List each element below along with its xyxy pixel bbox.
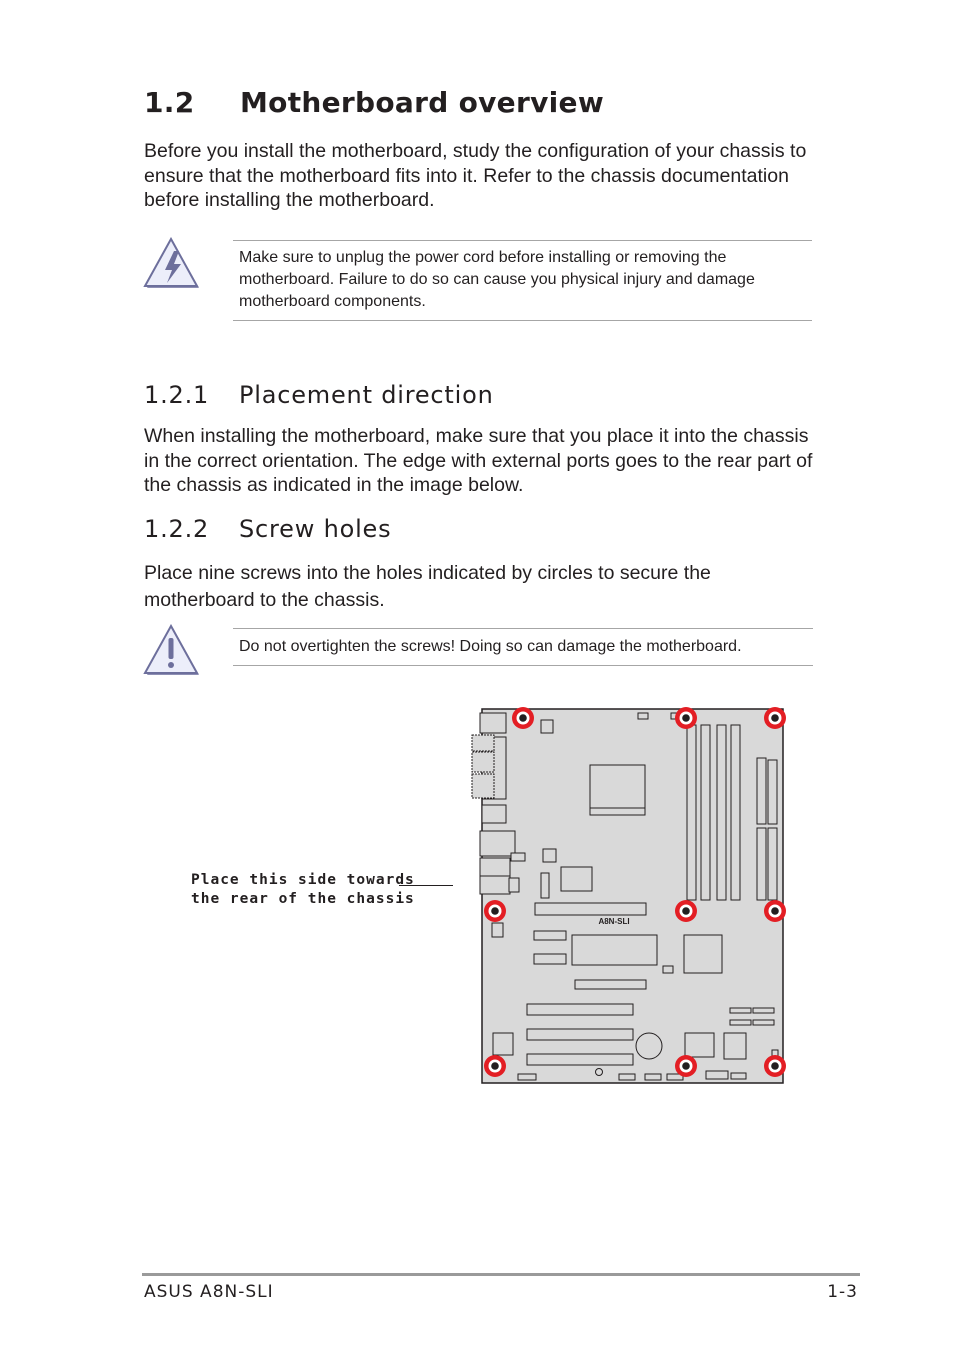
screw-holes-paragraph: Place nine screws into the holes indicated by circles to secure the motherboard to the chassis. <box>144 562 711 611</box>
caution-note-text: Make sure to unplug the power cord before installing or removing the motherboard. Failure to do so can cause you physical injury and damage motherboard components. <box>239 249 755 310</box>
warning-note-text: Do not overtighten the screws! Doing so can damage the motherboard. <box>239 638 742 655</box>
placement-paragraph: When installing the motherboard, make sure that you place it into the chassis in the correct orientation. The edge with external ports goes to the rear part of the chassis as indicated in the image below. <box>144 425 813 496</box>
caution-lightning-icon <box>143 237 201 291</box>
rear-side-callout <box>191 871 415 909</box>
screw-hole-3 <box>764 707 786 729</box>
screw-hole-2 <box>675 707 697 729</box>
screw-hole-1 <box>512 707 534 729</box>
callout-leader-line <box>399 885 453 886</box>
motherboard-diagram <box>468 702 790 1088</box>
screw-hole-7 <box>484 1055 506 1077</box>
screw-hole-8 <box>675 1055 697 1077</box>
footer-rule <box>142 1273 860 1276</box>
footer-product-name: ASUS A8N-SLI <box>144 1282 274 1302</box>
section-number: 1.2 <box>144 86 195 119</box>
section-title: Motherboard overview <box>240 86 604 119</box>
footer-page-number: 1-3 <box>827 1282 858 1302</box>
warning-note <box>233 628 813 666</box>
screw-holes-title: Screw holes <box>239 515 392 543</box>
intro-paragraph: Before you install the motherboard, study the configuration of your chassis to ensure that the motherboard fits into it. Refer to the chassis documentation before installing the motherboard. <box>144 140 807 211</box>
callout-line-1: Place this side towards <box>191 872 415 888</box>
caution-note <box>233 240 812 321</box>
section-heading <box>144 86 604 119</box>
placement-title: Placement direction <box>239 381 494 409</box>
callout-line-2: the rear of the chassis <box>191 891 415 907</box>
screw-hole-6 <box>764 900 786 922</box>
screw-hole-5 <box>675 900 697 922</box>
warning-exclamation-icon <box>143 624 201 678</box>
screw-holes-number: 1.2.2 <box>144 515 210 543</box>
screw-hole-9 <box>764 1055 786 1077</box>
screw-holes-heading <box>144 515 391 543</box>
placement-heading <box>144 381 494 409</box>
placement-number: 1.2.1 <box>144 381 210 409</box>
board-model-label: A8N-SLI <box>598 917 630 926</box>
screw-hole-4 <box>484 900 506 922</box>
